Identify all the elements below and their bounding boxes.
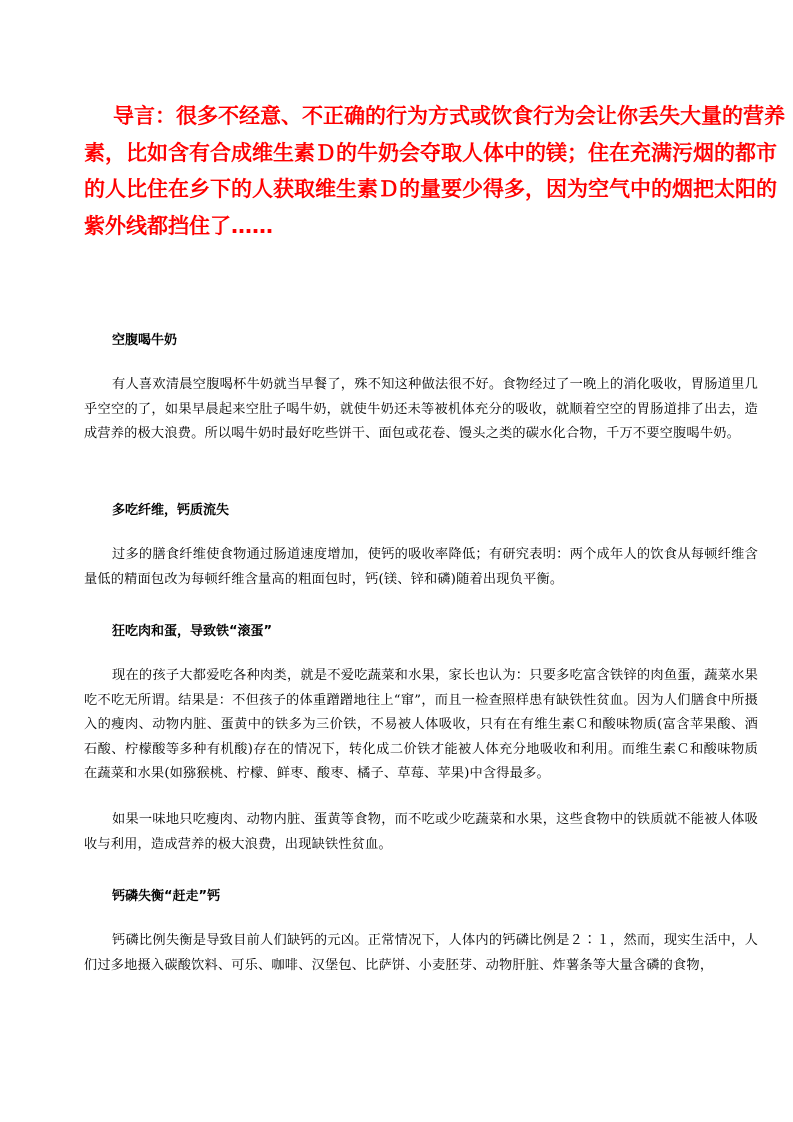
section-title-empty-stomach-milk: 空腹喝牛奶 <box>112 333 178 348</box>
paragraph-meat-egg-iron-2: 如果一味地只吃瘦肉、动物内脏、蛋黄等食物，而不吃或少吃蔬菜和水果，这些食物中的铁质就不能被人体吸收与利用，造成营养的极大浪费，出现缺铁性贫血。 <box>84 812 758 852</box>
paragraph-empty-stomach-milk: 有人喜欢清晨空腹喝杯牛奶就当早餐了，殊不知这种做法很不好。食物经过了一晚上的消化吸收，胃肠道里几乎空空的了，如果早晨起来空肚子喝牛奶，就使牛奶还未等被机体充分的吸收，就顺着空空的胃肠道排了出去，造成营养的极大浪费。所以喝牛奶时最好吃些饼干、面包或花卷、馒头之类的碳水化合物，千万不要空腹喝牛奶。 <box>84 377 758 441</box>
section-title-meat-egg-iron: 狂吃肉和蛋，导致铁“滚蛋” <box>112 624 273 639</box>
intro-paragraph: 导言：很多不经意、不正确的行为方式或饮食行为会让你丢失大量的营养素，比如含有合成维生素Ｄ的牛奶会夺取人体中的镁；住在充满污烟的都市的人比住在乡下的人获取维生素Ｄ的量要少得多，因为空气中的烟把太阳的紫外线都挡住了…… <box>84 104 785 238</box>
section-title-fiber-calcium: 多吃纤维，钙质流失 <box>112 503 230 518</box>
paragraph-meat-egg-iron-1: 现在的孩子大都爱吃各种肉类，就是不爱吃蔬菜和水果，家长也认为：只要多吃富含铁锌的肉鱼蛋，蔬菜水果吃不吃无所谓。结果是：不但孩子的体重蹭蹭地往上“窜”，而且一检查照样患有缺铁性贫血。因为人们膳食中所摄入的瘦肉、动物内脏、蛋黄中的铁多为三价铁，不易被人体吸收，只有在有维生素Ｃ和酸味物质(富含苹果酸、酒石酸、柠檬酸等多种有机酸)存在的情况下，转化成二价铁才能被人体充分地吸收和利用。而维生素Ｃ和酸味物质在蔬菜和水果(如猕猴桃、柠檬、鲜枣、酸枣、橘子、草莓、苹果)中含得最多。 <box>84 668 758 781</box>
paragraph-fiber-calcium: 过多的膳食纤维使食物通过肠道速度增加，使钙的吸收率降低；有研究表明：两个成年人的饮食从每顿纤维含量低的精面包改为每顿纤维含量高的粗面包时，钙(镁、锌和磷)随着出现负平衡。 <box>84 547 758 587</box>
section-title-calcium-phosphorus: 钙磷失衡“赶走”钙 <box>112 889 221 904</box>
paragraph-calcium-phosphorus: 钙磷比例失衡是导致目前人们缺钙的元凶。正常情况下，人体内的钙磷比例是２∶１，然而，现实生活中，人们过多地摄入碳酸饮料、可乐、咖啡、汉堡包、比萨饼、小麦胚芽、动物肝脏、炸薯条等大量含磷的食物， <box>84 933 758 973</box>
